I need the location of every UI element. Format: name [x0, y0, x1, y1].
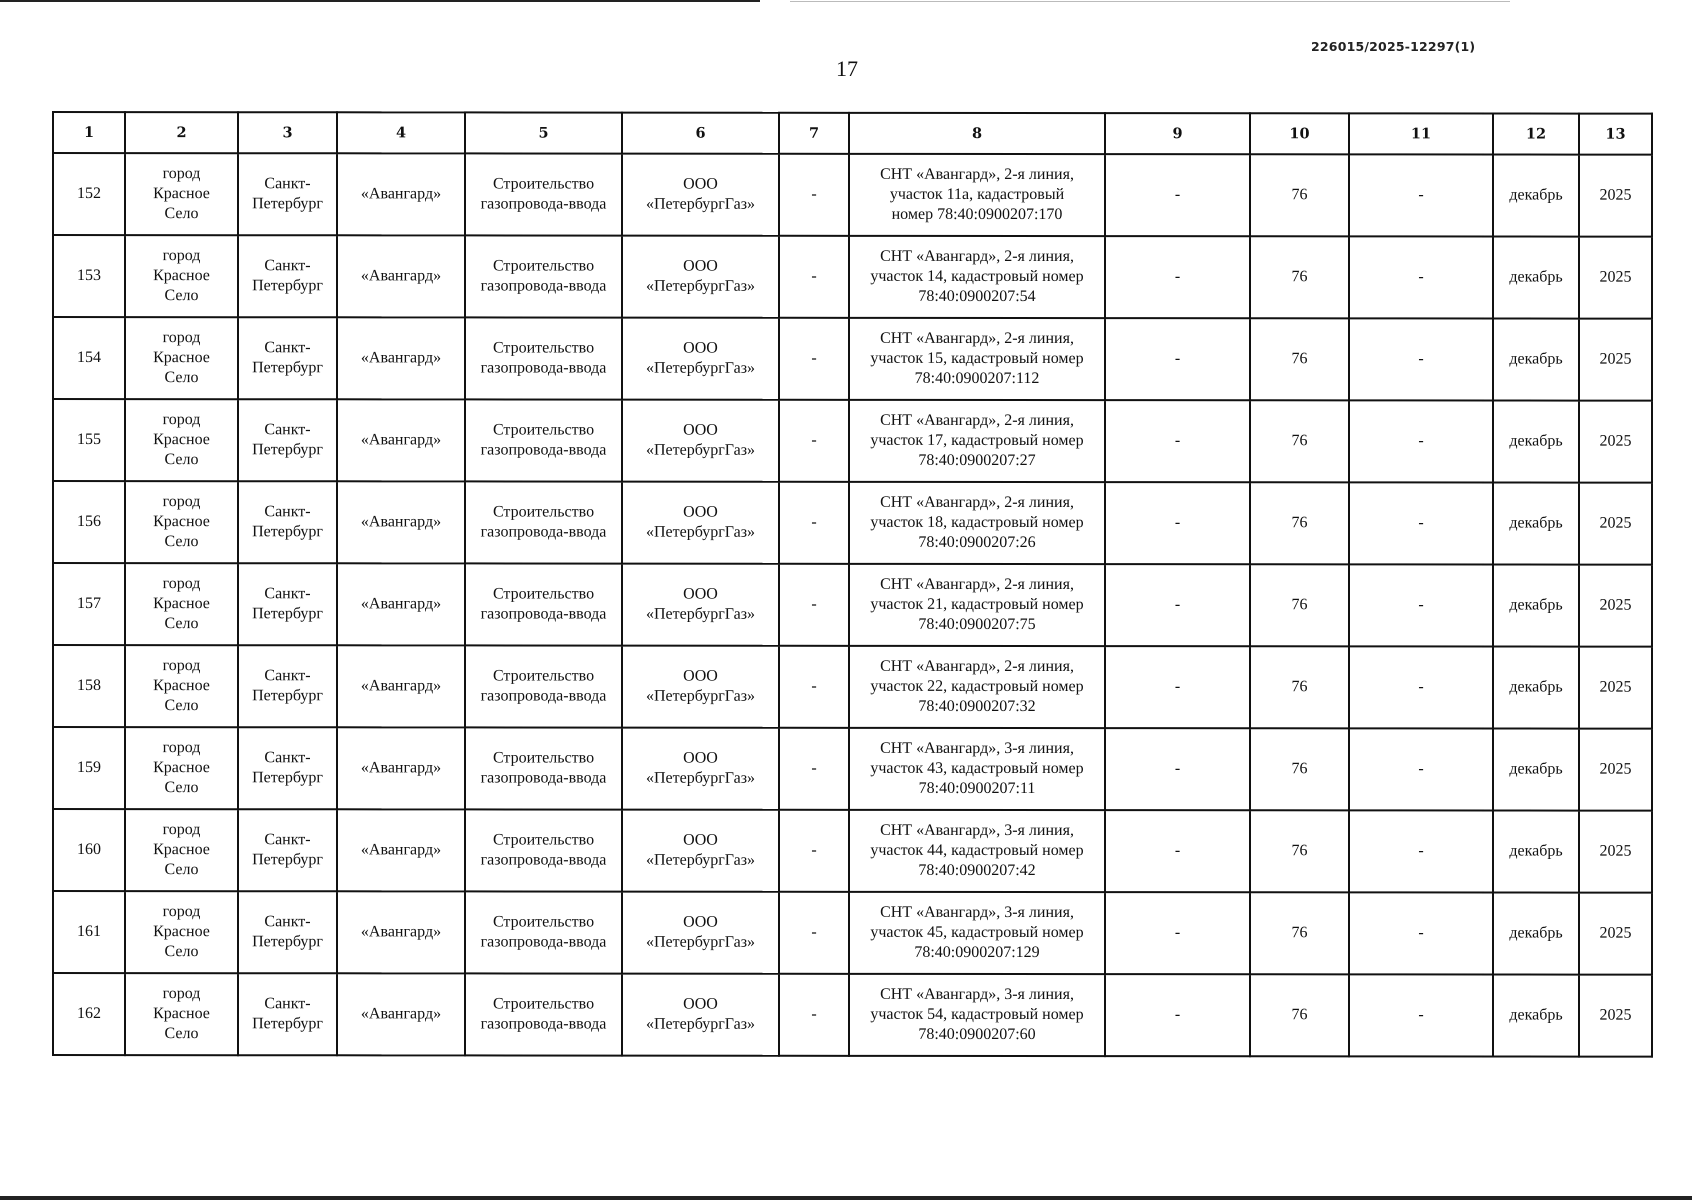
- column-header: 1: [53, 112, 125, 153]
- table-cell: 158: [53, 645, 125, 727]
- table-cell: ООО «ПетербургГаз»: [622, 810, 779, 892]
- scan-edge-bottom: [0, 1196, 1692, 1200]
- table-cell: -: [779, 236, 849, 318]
- table-body: [53, 153, 1652, 1057]
- table-cell: -: [1349, 646, 1493, 728]
- table-cell: «Авангард»: [337, 317, 465, 399]
- table-cell: Санкт- Петербург: [238, 645, 337, 727]
- table-cell: декабрь: [1493, 647, 1579, 729]
- table-header-row: [53, 112, 1652, 155]
- table-row: [53, 235, 1652, 319]
- table-cell: -: [779, 810, 849, 892]
- table-cell: Санкт- Петербург: [238, 973, 337, 1055]
- table-cell: -: [1105, 646, 1250, 728]
- table-cell: -: [1349, 810, 1493, 892]
- table-cell: -: [1349, 892, 1493, 974]
- table-cell: 2025: [1579, 647, 1652, 729]
- table-cell: Строительство газопровода-ввода: [465, 399, 622, 481]
- table-cell: 160: [53, 809, 125, 891]
- table-cell: декабрь: [1493, 483, 1579, 565]
- table-cell: 159: [53, 727, 125, 809]
- table-cell: 161: [53, 891, 125, 973]
- table-cell: -: [1349, 154, 1493, 236]
- table-cell: СНТ «Авангард», 2-я линия, участок 14, кадастровый номер 78:40:0900207:54: [849, 236, 1105, 318]
- table-cell: 162: [53, 973, 125, 1055]
- table-cell: 2025: [1579, 565, 1652, 647]
- table-cell: Строительство газопровода-ввода: [465, 153, 622, 235]
- column-header: 2: [125, 112, 238, 153]
- table-cell: -: [1105, 728, 1250, 810]
- table-cell: СНТ «Авангард», 2-я линия, участок 15, кадастровый номер 78:40:0900207:112: [849, 318, 1105, 400]
- column-header: 7: [779, 113, 849, 154]
- table-cell: «Авангард»: [337, 153, 465, 235]
- column-header: 12: [1493, 114, 1579, 155]
- table-cell: Санкт- Петербург: [238, 399, 337, 481]
- table-cell: СНТ «Авангард», 2-я линия, участок 17, кадастровый номер 78:40:0900207:27: [849, 400, 1105, 482]
- table-cell: СНТ «Авангард», 2-я линия, участок 22, кадастровый номер 78:40:0900207:32: [849, 646, 1105, 728]
- table-cell: Строительство газопровода-ввода: [465, 973, 622, 1055]
- table-cell: ООО «ПетербургГаз»: [622, 482, 779, 564]
- table-cell: Санкт- Петербург: [238, 317, 337, 399]
- table-cell: СНТ «Авангард», 3-я линия, участок 43, кадастровый номер 78:40:0900207:11: [849, 728, 1105, 810]
- table-cell: декабрь: [1493, 401, 1579, 483]
- table-cell: -: [1349, 318, 1493, 400]
- table-cell: «Авангард»: [337, 235, 465, 317]
- table-cell: «Авангард»: [337, 809, 465, 891]
- table-cell: СНТ «Авангард», 2-я линия, участок 18, кадастровый номер 78:40:0900207:26: [849, 482, 1105, 564]
- table-cell: Санкт- Петербург: [238, 809, 337, 891]
- table-cell: Строительство газопровода-ввода: [465, 235, 622, 317]
- table-row: [53, 481, 1652, 565]
- table-row: [53, 399, 1652, 483]
- table-row: [53, 153, 1652, 237]
- table-cell: город Красное Село: [125, 727, 238, 809]
- table-cell: ООО «ПетербургГаз»: [622, 154, 779, 236]
- table-cell: Санкт- Петербург: [238, 563, 337, 645]
- table-cell: Санкт- Петербург: [238, 235, 337, 317]
- table-cell: 76: [1250, 154, 1349, 236]
- table-cell: «Авангард»: [337, 727, 465, 809]
- table-cell: декабрь: [1493, 155, 1579, 237]
- table-cell: -: [1105, 318, 1250, 400]
- table-cell: -: [779, 646, 849, 728]
- table-cell: Строительство газопровода-ввода: [465, 727, 622, 809]
- table-cell: город Красное Село: [125, 399, 238, 481]
- table-cell: Строительство газопровода-ввода: [465, 317, 622, 399]
- column-header: 8: [849, 113, 1105, 154]
- table-cell: Строительство газопровода-ввода: [465, 809, 622, 891]
- table-cell: Строительство газопровода-ввода: [465, 645, 622, 727]
- table-cell: -: [1349, 236, 1493, 318]
- table-cell: -: [779, 482, 849, 564]
- table-cell: 2025: [1579, 401, 1652, 483]
- table-cell: -: [779, 564, 849, 646]
- table-cell: 152: [53, 153, 125, 235]
- column-header: 3: [238, 112, 337, 153]
- table-cell: 154: [53, 317, 125, 399]
- table-cell: декабрь: [1493, 975, 1579, 1057]
- table-cell: город Красное Село: [125, 891, 238, 973]
- table-cell: 2025: [1579, 319, 1652, 401]
- table-cell: -: [1105, 154, 1250, 236]
- table-cell: 76: [1250, 236, 1349, 318]
- table-cell: 2025: [1579, 483, 1652, 565]
- table-cell: ООО «ПетербургГаз»: [622, 564, 779, 646]
- table-cell: 76: [1250, 400, 1349, 482]
- table-cell: -: [1349, 974, 1493, 1056]
- table-cell: Санкт- Петербург: [238, 891, 337, 973]
- table-cell: 76: [1250, 892, 1349, 974]
- table-cell: город Красное Село: [125, 153, 238, 235]
- table-cell: 2025: [1579, 811, 1652, 893]
- table-row: [53, 563, 1652, 647]
- table-cell: -: [1105, 482, 1250, 564]
- table-cell: ООО «ПетербургГаз»: [622, 318, 779, 400]
- column-header: 13: [1579, 114, 1652, 155]
- table-cell: -: [1105, 564, 1250, 646]
- table-cell: Строительство газопровода-ввода: [465, 481, 622, 563]
- table-cell: -: [779, 974, 849, 1056]
- column-header: 5: [465, 112, 622, 153]
- table-cell: 2025: [1579, 155, 1652, 237]
- column-header: 9: [1105, 113, 1250, 154]
- table-cell: -: [1349, 728, 1493, 810]
- data-table: [52, 111, 1653, 1058]
- table-cell: 76: [1250, 482, 1349, 564]
- table-cell: декабрь: [1493, 811, 1579, 893]
- table-cell: 156: [53, 481, 125, 563]
- table-cell: 76: [1250, 564, 1349, 646]
- table-cell: Строительство газопровода-ввода: [465, 563, 622, 645]
- table-cell: СНТ «Авангард», 2-я линия, участок 11а, кадастровый номер 78:40:0900207:170: [849, 154, 1105, 236]
- table-cell: Строительство газопровода-ввода: [465, 891, 622, 973]
- table-cell: «Авангард»: [337, 399, 465, 481]
- table-cell: декабрь: [1493, 893, 1579, 975]
- table-cell: 153: [53, 235, 125, 317]
- column-header: 6: [622, 113, 779, 154]
- table-cell: «Авангард»: [337, 481, 465, 563]
- column-header: 4: [337, 112, 465, 153]
- table-row: [53, 727, 1652, 811]
- table-cell: декабрь: [1493, 237, 1579, 319]
- table-cell: Санкт- Петербург: [238, 727, 337, 809]
- scan-edge-top-faint: [790, 1, 1510, 2]
- column-header: 10: [1250, 113, 1349, 154]
- table-cell: 2025: [1579, 237, 1652, 319]
- table-cell: -: [1105, 400, 1250, 482]
- table-cell: -: [779, 728, 849, 810]
- table-cell: 157: [53, 563, 125, 645]
- table-cell: СНТ «Авангард», 2-я линия, участок 21, кадастровый номер 78:40:0900207:75: [849, 564, 1105, 646]
- scan-edge-top: [0, 0, 760, 2]
- table-cell: -: [779, 892, 849, 974]
- table-cell: -: [1349, 482, 1493, 564]
- table-cell: ООО «ПетербургГаз»: [622, 236, 779, 318]
- table-row: [53, 809, 1652, 893]
- table-cell: -: [1105, 974, 1250, 1056]
- table-cell: -: [1105, 810, 1250, 892]
- table-cell: -: [779, 318, 849, 400]
- table-row: [53, 645, 1652, 729]
- table-cell: 2025: [1579, 729, 1652, 811]
- table-cell: город Красное Село: [125, 973, 238, 1055]
- table-cell: 76: [1250, 318, 1349, 400]
- table-cell: -: [779, 400, 849, 482]
- table-cell: 76: [1250, 728, 1349, 810]
- table-cell: «Авангард»: [337, 891, 465, 973]
- table-row: [53, 973, 1652, 1057]
- document-code: 226015/2025-12297(1): [1311, 39, 1476, 54]
- page-number: 17: [836, 56, 858, 81]
- table-cell: город Красное Село: [125, 317, 238, 399]
- table-cell: -: [1349, 400, 1493, 482]
- table-cell: СНТ «Авангард», 3-я линия, участок 54, кадастровый номер 78:40:0900207:60: [849, 974, 1105, 1056]
- table-cell: декабрь: [1493, 729, 1579, 811]
- table-cell: город Красное Село: [125, 563, 238, 645]
- table-cell: 2025: [1579, 893, 1652, 975]
- table-cell: ООО «ПетербургГаз»: [622, 400, 779, 482]
- table-cell: декабрь: [1493, 565, 1579, 647]
- table-row: [53, 891, 1652, 975]
- table-cell: город Красное Село: [125, 481, 238, 563]
- table-cell: -: [1105, 892, 1250, 974]
- table-cell: город Красное Село: [125, 235, 238, 317]
- table-cell: 155: [53, 399, 125, 481]
- table-cell: город Красное Село: [125, 645, 238, 727]
- table-cell: ООО «ПетербургГаз»: [622, 892, 779, 974]
- table-row: [53, 317, 1652, 401]
- table-cell: СНТ «Авангард», 3-я линия, участок 45, кадастровый номер 78:40:0900207:129: [849, 892, 1105, 974]
- table-cell: -: [1349, 564, 1493, 646]
- table-cell: ООО «ПетербургГаз»: [622, 974, 779, 1056]
- table-cell: «Авангард»: [337, 563, 465, 645]
- table-cell: -: [1105, 236, 1250, 318]
- table-cell: декабрь: [1493, 319, 1579, 401]
- table-cell: «Авангард»: [337, 973, 465, 1055]
- table-cell: -: [779, 154, 849, 236]
- table-cell: Санкт- Петербург: [238, 481, 337, 563]
- table-cell: ООО «ПетербургГаз»: [622, 728, 779, 810]
- column-header: 11: [1349, 113, 1493, 154]
- table-cell: СНТ «Авангард», 3-я линия, участок 44, кадастровый номер 78:40:0900207:42: [849, 810, 1105, 892]
- table-cell: 76: [1250, 974, 1349, 1056]
- table-cell: Санкт- Петербург: [238, 153, 337, 235]
- table-cell: город Красное Село: [125, 809, 238, 891]
- table-cell: 76: [1250, 810, 1349, 892]
- table-cell: 76: [1250, 646, 1349, 728]
- table-cell: ООО «ПетербургГаз»: [622, 646, 779, 728]
- table-cell: 2025: [1579, 975, 1652, 1057]
- table-cell: «Авангард»: [337, 645, 465, 727]
